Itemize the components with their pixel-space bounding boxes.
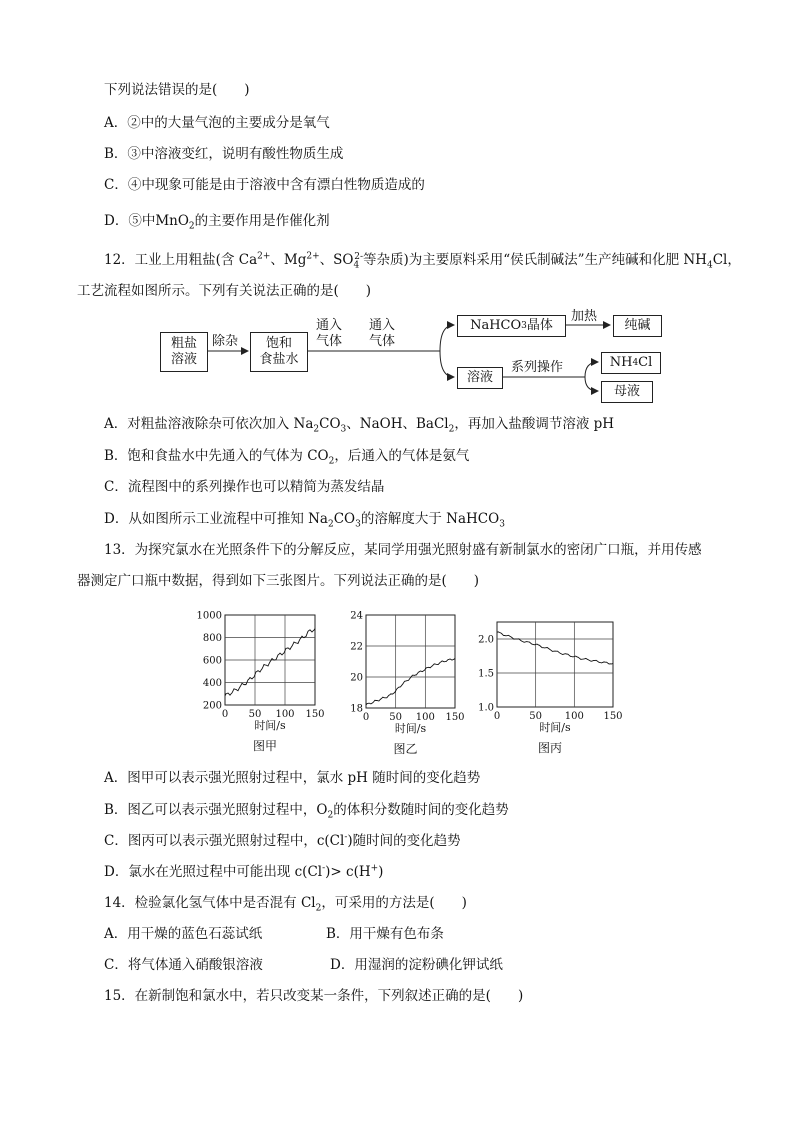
q12-d-s1: 2 xyxy=(327,519,334,530)
q13-option-d xyxy=(104,863,383,881)
sat-line2: 食盐水 xyxy=(259,352,299,367)
q13-d-sup1: - xyxy=(322,863,326,874)
chart-3-data-line xyxy=(497,632,613,664)
q11-option-b: B．③中溶液变红，说明有酸性物质生成 xyxy=(104,146,344,162)
gas2-line1: 通入 xyxy=(369,318,396,333)
chlorine-water-sensor-charts xyxy=(0,605,794,775)
q13-option-a: A．图甲可以表示强光照射过程中，氯水 pH 随时间的变化趋势 xyxy=(104,770,481,786)
chart-2-ytick-label: 22 xyxy=(350,641,363,653)
q12-a-s2: 3 xyxy=(340,424,347,435)
q14-stem-pre: 14．检验氯化氢气体中是否混有 Cl xyxy=(104,895,316,911)
nh4cl-text: NH xyxy=(609,355,633,370)
series-operation-label: 系列操作 xyxy=(511,360,564,375)
q12-a-s3: 2 xyxy=(448,424,455,435)
q12-b-post: ，后通入的气体是氨气 xyxy=(334,448,470,464)
q14-stem xyxy=(104,894,467,912)
q13-c-pre: C．图丙可以表示强光照射过程中，c(Cl xyxy=(104,833,345,849)
chart-2-xlabel: 时间/s xyxy=(394,722,427,735)
chart-2-xtick-label: 0 xyxy=(362,712,370,723)
gas2-line2: 气体 xyxy=(369,334,396,349)
q12-d-s3: 3 xyxy=(499,519,505,530)
q11-d-text-post: 的主要作用是作催化剂 xyxy=(194,213,330,229)
q13-option-c xyxy=(104,832,461,850)
q11-stem: 下列说法错误的是( ) xyxy=(104,82,250,98)
q12-nh4-sub: 4 xyxy=(706,260,713,271)
crude-line2: 溶液 xyxy=(170,352,197,367)
mother-liquor-box: 母液 xyxy=(601,381,653,403)
chart-1-ytick-label: 200 xyxy=(202,700,222,712)
chart-1-xtick-label: 0 xyxy=(221,709,229,720)
q13-d-pre: D．氯水在光照过程中可能出现 c(Cl xyxy=(104,864,323,880)
q13-b-sub: 2 xyxy=(327,810,334,821)
q12-stem-e: Cl， xyxy=(712,252,741,268)
chart-1-ytick-label: 800 xyxy=(202,633,222,644)
q12-option-a xyxy=(104,415,614,433)
chart-3-ytick-label: 1.5 xyxy=(478,668,494,680)
q13-stem-line2: 器测定广口瓶中数据，得到如下三张图片。下列说法正确的是( ) xyxy=(77,573,480,589)
gas-2-label xyxy=(369,318,395,350)
solution-box: 溶液 xyxy=(457,367,503,389)
chart-1-xtick-label: 50 xyxy=(248,709,262,720)
q13-stem-line1: 13．为探究氯水在光照条件下的分解反应，某同学用强光照射盛有新制氯水的密闭广口瓶，并用传感 xyxy=(104,542,702,558)
chart-1-ytick-label: 1000 xyxy=(196,610,222,622)
q11-option-c: C．④中现象可能是由于溶液中含有漂白性物质造成的 xyxy=(104,177,425,193)
q12-a-mid2: 、NaOH、BaCl xyxy=(346,416,449,432)
q14-option-c: C．将气体通入硝酸银溶液 xyxy=(104,957,263,973)
nahco3-text: NaHCO xyxy=(470,318,522,333)
chart-1-caption: 图甲 xyxy=(252,739,278,753)
heat-label: 加热 xyxy=(571,309,598,324)
chart-1-xtick-label: 150 xyxy=(305,709,325,720)
q12-a-s1: 2 xyxy=(313,424,320,435)
crude-line1: 粗盐 xyxy=(170,336,197,351)
q12-d-mid2: 的溶解度大于 NaHCO xyxy=(360,511,500,527)
chart-3-xlabel: 时间/s xyxy=(539,721,571,734)
q12-ca-sup: 2+ xyxy=(257,251,271,262)
chart-1-xtick-label: 100 xyxy=(275,709,295,720)
chart-3-ytick-label: 1.0 xyxy=(478,702,494,714)
soda-ash-box: 纯碱 xyxy=(613,315,662,337)
q12-option-b xyxy=(104,447,469,465)
q12-mg-sup: 2+ xyxy=(306,251,320,262)
chart-1-ytick-label: 400 xyxy=(202,678,222,689)
chart-2-xtick-label: 50 xyxy=(389,712,403,723)
q12-d-pre: D．从如图所示工业流程中可推知 Na xyxy=(104,511,328,527)
q13-d-mid: )> c(H xyxy=(325,864,371,880)
q14-stem-sub: 2 xyxy=(315,903,322,914)
q14-stem-post: ，可采用的方法是( ) xyxy=(321,895,467,911)
chart-1-xlabel: 时间/s xyxy=(254,719,286,732)
q12-a-pre: A．对粗盐溶液除杂可依次加入 Na xyxy=(104,416,314,432)
chart-2-ytick-label: 24 xyxy=(350,610,363,622)
crude-salt-solution-box xyxy=(160,332,208,372)
q14-option-b: B．用干燥有色布条 xyxy=(326,926,444,942)
q11-d-sub: 2 xyxy=(188,221,195,232)
chart-3-xtick-label: 100 xyxy=(564,711,584,722)
q12-b-sub: 2 xyxy=(328,456,335,467)
chart-3-ytick-label: 2.0 xyxy=(478,634,494,646)
q14-option-a: A．用干燥的蓝色石蕊试纸 xyxy=(104,926,263,942)
chart-2-data-line xyxy=(366,658,455,705)
chart-2-xtick-label: 100 xyxy=(415,712,435,723)
q12-b-pre: B．饱和食盐水中先通入的气体为 CO xyxy=(104,448,329,464)
q12-stem-a: 12．工业上用粗盐(含 Ca xyxy=(104,252,258,268)
q15-stem: 15．在新制饱和氯水中，若只改变某一条件，下列叙述正确的是( ) xyxy=(104,988,524,1004)
q12-d-s2: 3 xyxy=(355,519,361,530)
q12-so4-sub: 4 xyxy=(353,260,360,271)
q13-d-post: ) xyxy=(378,864,384,880)
gas1-line1: 通入 xyxy=(316,318,343,333)
q13-b-post: 的体积分数随时间的变化趋势 xyxy=(333,802,509,818)
nh4cl-post: Cl xyxy=(638,355,653,370)
chart-3-xtick-label: 150 xyxy=(603,711,623,722)
chart-1-ytick-label: 600 xyxy=(202,655,222,667)
chart-2-ytick-label: 18 xyxy=(350,703,363,715)
q12-stem-b: 、Mg xyxy=(270,252,307,268)
q13-c-post: )随时间的变化趋势 xyxy=(347,833,461,849)
q12-option-c: C．流程图中的系列操作也可以精简为蒸发结晶 xyxy=(104,479,385,495)
q12-so4-sup: 2- xyxy=(354,251,363,262)
nh4cl-box: NH 4 Cl xyxy=(601,352,661,374)
chart-3-caption: 图丙 xyxy=(537,741,563,755)
chart-3-xtick-label: 0 xyxy=(493,711,501,722)
q11-d-text: D．⑤中MnO xyxy=(104,213,189,229)
sat-line1: 饱和 xyxy=(265,336,292,351)
nahco3-post: 晶体 xyxy=(526,318,553,333)
q12-a-mid1: CO xyxy=(319,416,341,432)
chart-2-ytick-label: 20 xyxy=(350,672,363,684)
q13-d-sup2: + xyxy=(370,863,379,874)
q13-option-b xyxy=(104,801,509,819)
q14-option-d: D．用湿润的淀粉碘化钾试纸 xyxy=(330,957,503,973)
q13-b-pre: B．图乙可以表示强光照射过程中，O xyxy=(104,802,328,818)
q12-d-mid: CO xyxy=(333,511,356,527)
chart-1-data-line xyxy=(225,629,315,697)
gas1-line2: 气体 xyxy=(316,334,343,349)
q13-c-sup: - xyxy=(344,832,348,843)
saturated-brine-box xyxy=(250,332,308,372)
q12-a-post: ，再加入盐酸调节溶液 pH xyxy=(454,416,615,432)
chart-3-xtick-label: 50 xyxy=(529,711,543,722)
nahco3-crystal-box: NaHCO 3 晶体 xyxy=(457,315,566,337)
chart-2-caption: 图乙 xyxy=(393,742,418,756)
q11-option-a: A．②中的大量气泡的主要成分是氧气 xyxy=(104,115,330,131)
remove-impurity-label: 除杂 xyxy=(212,334,239,349)
q12-stem-c: 、SO xyxy=(319,252,354,268)
q12-stem-line2: 工艺流程如图所示。下列有关说法正确的是( ) xyxy=(77,283,372,299)
chart-3-frame xyxy=(497,622,613,707)
q12-option-d xyxy=(104,510,505,528)
q12-stem-d: 等杂质)为主要原料采用“侯氏制碱法”生产纯碱和化肥 NH xyxy=(363,252,707,268)
gas-1-label xyxy=(316,318,342,350)
chart-2-xtick-label: 150 xyxy=(445,712,465,723)
